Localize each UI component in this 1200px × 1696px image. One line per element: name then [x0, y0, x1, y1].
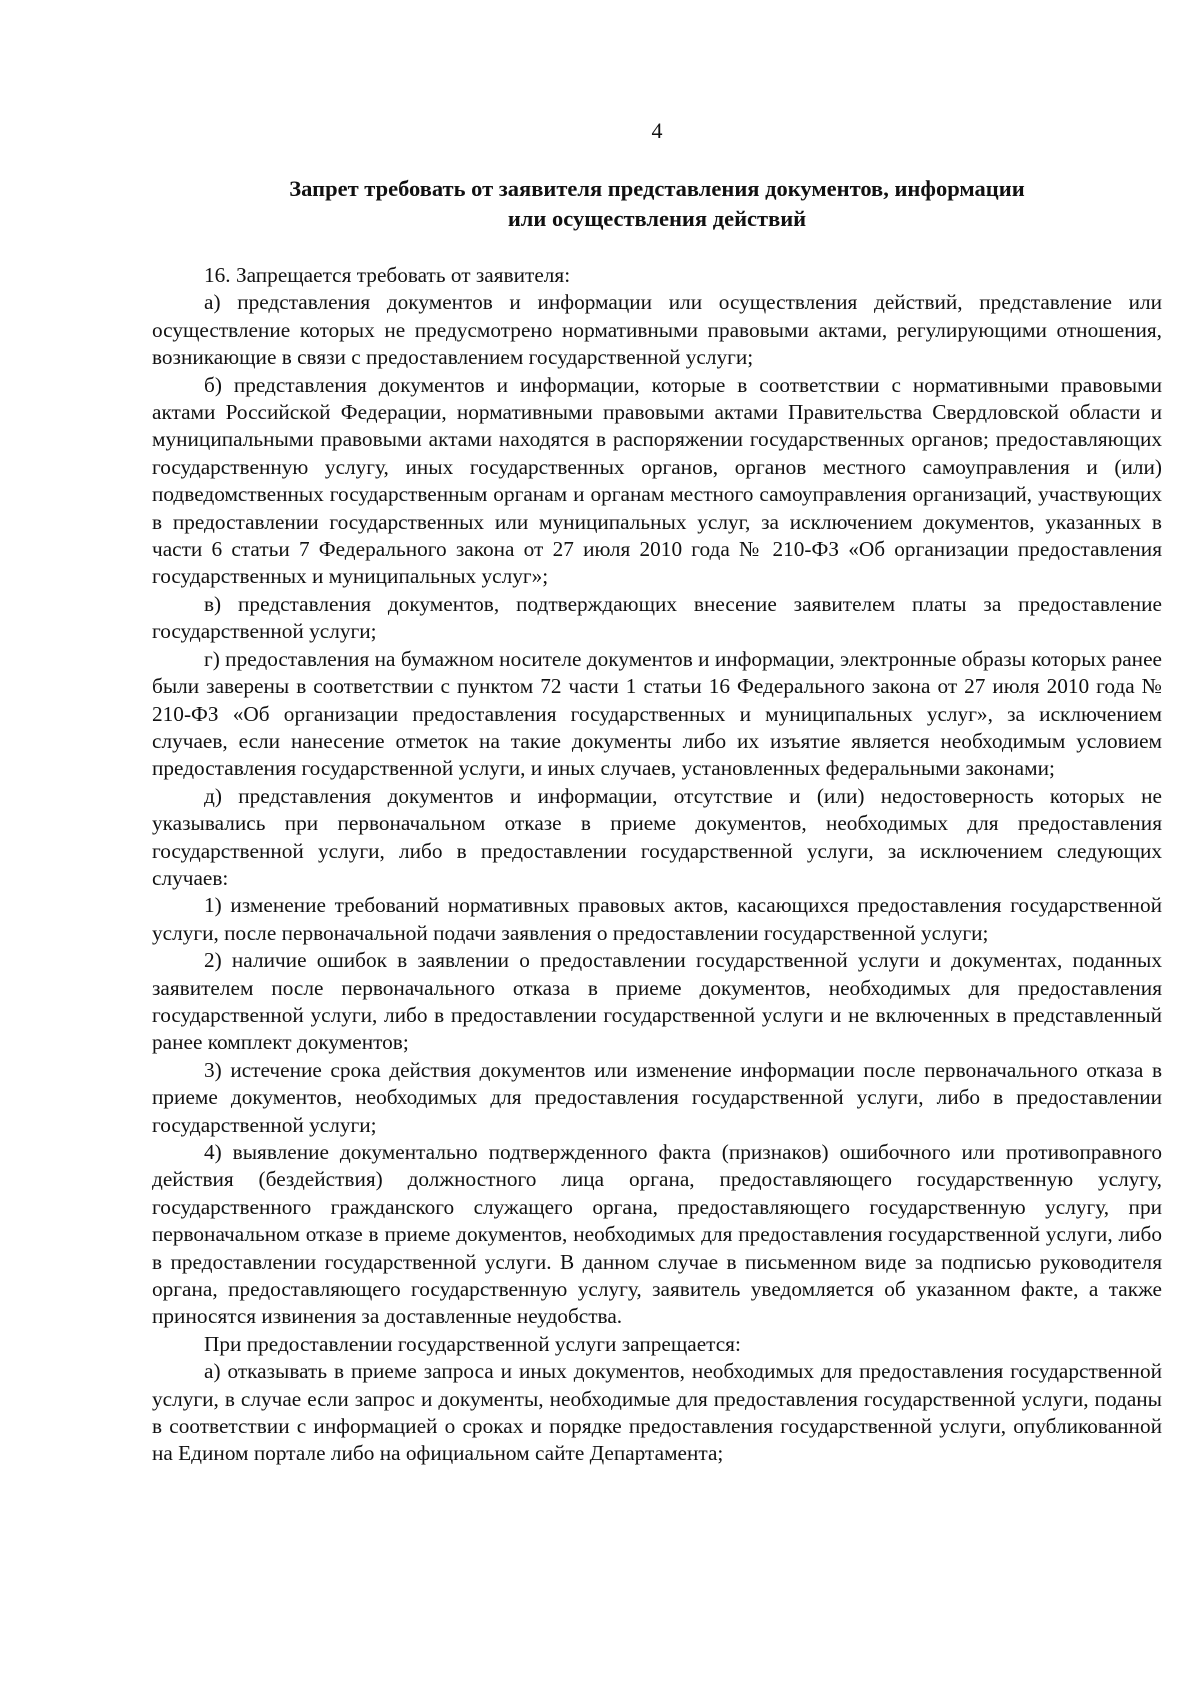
- paragraph-sub-a: а) представления документов и информации или осуществления действий, представление или осуществление которых не предусмотрено нормативными правовыми актами, регулирующими отношения, возникающие в связи с предоставлением государственной услуги;: [152, 290, 1162, 370]
- document-page: [152, 0, 1162, 1696]
- document-body: [152, 262, 1162, 1468]
- paragraph-item-16: 16. Запрещается требовать от заявителя:: [204, 263, 571, 287]
- paragraph-sub-b: б) представления документов и информации, которые в соответствии с нормативными правовыми актами Российской Федерации, нормативными правовыми актами Правительства Свердловской области и муниципальными правовыми актами находятся в распоряжении государственных органов; предоставляющих государственную услугу, иных государственных органов, органов местного самоуправления и (или) подведомственных государственным органам и органам местного самоуправления организаций, участвующих в предоставлении государственных или муниципальных услуг, за исключением документов, указанных в части 6 статьи 7 Федерального закона от 27 июля 2010 года № 210-ФЗ «Об организации предоставления государственных и муниципальных услуг»;: [152, 372, 1162, 589]
- section-heading-line-2: или осуществления действий: [507, 206, 807, 231]
- paragraph-case-3: 3) истечение срока действия документов или изменение информации после первоначального отказа в приеме документов, необходимых для предоставления государственной услуги, либо в предоставлении государственной услуги;: [152, 1057, 1162, 1137]
- page-number: 4: [651, 118, 663, 143]
- paragraph-prohibited-intro: При предоставлении государственной услуги запрещается:: [204, 1331, 741, 1356]
- paragraph-case-2: 2) наличие ошибок в заявлении о предоставлении государственной услуги и документах, поданных заявителем после первоначального отказа в приеме документов, необходимых для предоставления государственной услуги, либо в предоставлении государственной услуги и не включенных в представленный ранее комплект документов;: [152, 948, 1162, 1055]
- paragraph-sub-v: в) представления документов, подтверждающих внесение заявителем платы за предоставление государственной услуги;: [152, 591, 1162, 644]
- paragraph-sub-g: г) предоставления на бумажном носителе документов и информации, электронные образы которых ранее были заверены в соответствии с пунктом 72 части 1 статьи 16 Федерального закона от 27 июля 2010 года № 210-ФЗ «Об организации предоставления государственных и муниципальных услуг», за исключением случаев, если нанесение отметок на такие документы либо их изъятие является необходимым условием предоставления государственной услуги, и иных случаев, установленных федеральными законами;: [152, 646, 1162, 781]
- section-heading-line-1: Запрет требовать от заявителя представления документов, информации: [289, 176, 1025, 201]
- paragraph-prohibited-a: а) отказывать в приеме запроса и иных документов, необходимых для предоставления государственной услуги, в случае если запрос и документы, необходимые для предоставления государственной услуги, поданы в соответствии с информацией о сроках и порядке предоставления государственной услуги, опубликованной на Едином портале либо на официальном сайте Департамента;: [152, 1359, 1162, 1466]
- paragraph-case-4: 4) выявление документально подтвержденного факта (признаков) ошибочного или противоправного действия (бездействия) должностного лица органа, предоставляющего государственную услугу, государственного гражданского служащего органа, предоставляющего государственную услугу, при первоначальном отказе в приеме документов, необходимых для предоставления государственной услуги, либо в предоставлении государственной услуги. В данном случае в письменном виде за подписью руководителя органа, предоставляющего государственную услугу, заявитель уведомляется об указанном факте, а также приносятся извинения за доставленные неудобства.: [152, 1140, 1162, 1329]
- paragraph-sub-d: д) представления документов и информации, отсутствие и (или) недостоверность которых не указывались при первоначальном отказе в приеме документов, необходимых для предоставления государственной услуги, либо в предоставлении государственной услуги, за исключением следующих случаев:: [152, 783, 1162, 890]
- section-heading: [152, 174, 1162, 234]
- paragraph-case-1: 1) изменение требований нормативных правовых актов, касающихся предоставления государственной услуги, после первоначальной подачи заявления о предоставлении государственной услуги;: [152, 893, 1162, 945]
